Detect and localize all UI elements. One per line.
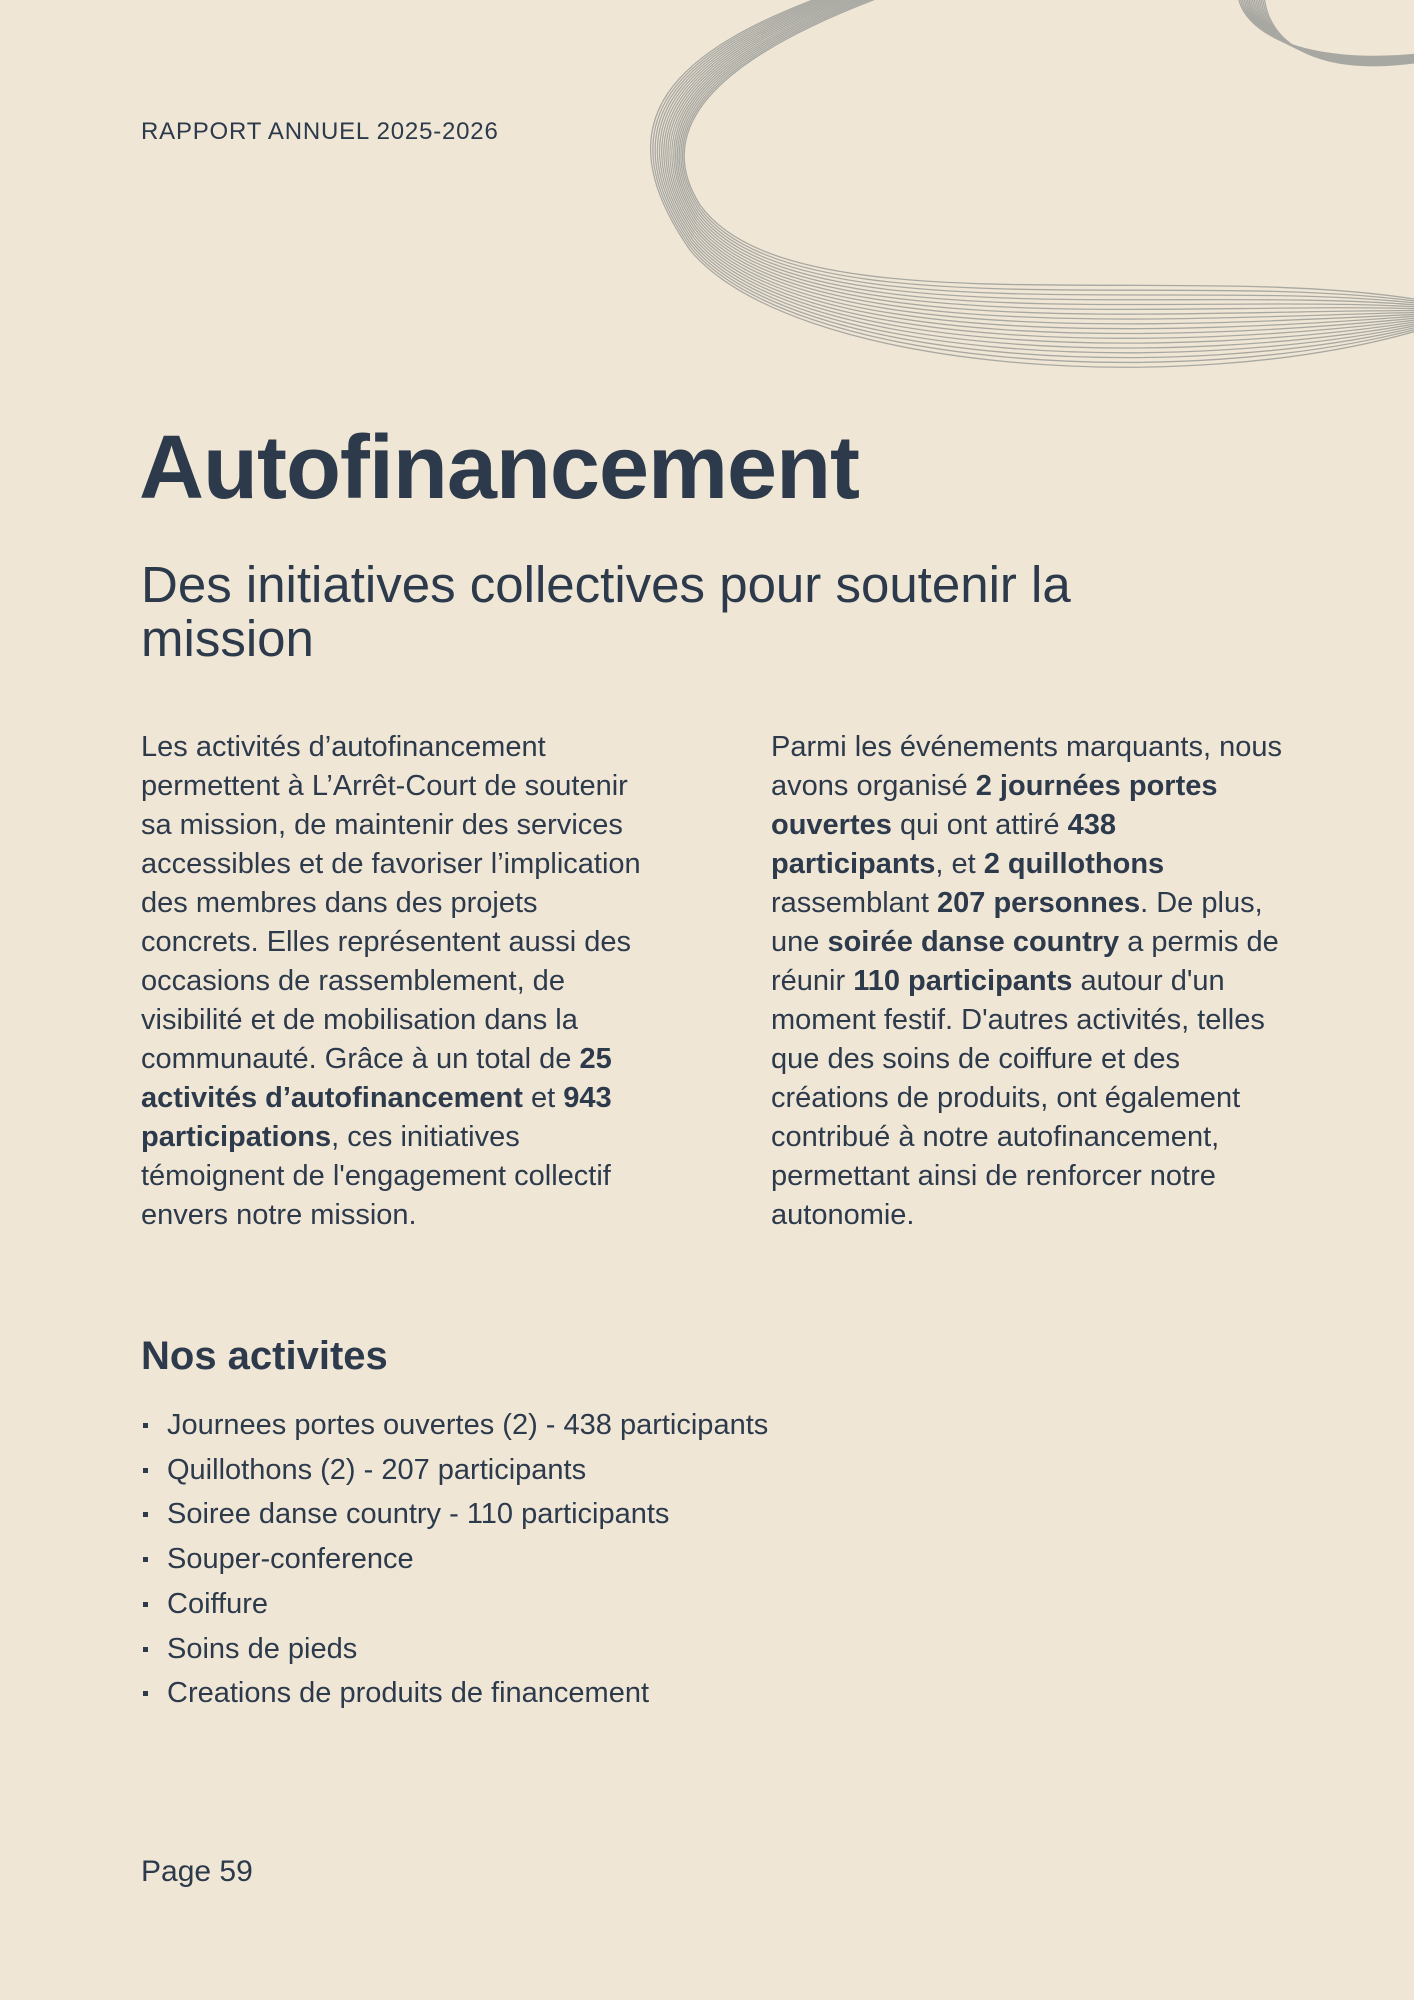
bullet-icon [143,1691,148,1696]
swirl-line [1241,0,1414,58]
activities-list [141,1403,768,1716]
activities-count-highlight: 25 activités d’autofinancement [141,1043,612,1114]
swirl-line [1250,0,1414,61]
activity-item: Creations de produits de financement [141,1671,768,1716]
swirl-line [1259,0,1414,64]
swirl-line [1243,0,1414,58]
swirl-line [657,0,1414,353]
page-subtitle: Des initiatives collectives pour soutenir la mission [141,556,1071,667]
bullet-icon [143,1557,148,1562]
swirl-line [664,0,1414,338]
quillothons-people-highlight: 207 personnes [937,887,1141,919]
swirl-line [662,0,1414,343]
swirl-line [1248,0,1414,60]
activities-heading: Nos activites [141,1334,388,1378]
swirl-line [681,0,1414,304]
open-house-participants-highlight: 438 participants [771,809,1116,880]
activity-item: Journees portes ouvertes (2) - 438 participants [141,1403,768,1448]
country-dance-participants-highlight: 110 participants [853,965,1073,997]
swirl-line [1245,0,1414,59]
quillothons-highlight: 2 quillothons [983,848,1165,880]
activity-item: Coiffure [141,1582,768,1627]
swirl-line [676,0,1414,309]
decorative-line-swirl [0,0,1414,420]
swirl-line [1238,0,1414,56]
swirl-line [653,0,1414,362]
activity-item: Souper-conference [141,1537,768,1582]
bullet-icon [143,1602,148,1607]
swirl-line [1254,0,1414,62]
swirl-line [1240,0,1414,57]
country-dance-highlight: soirée danse country [827,926,1120,958]
activity-item: Soins de pieds [141,1627,768,1672]
swirl-line [677,0,1414,307]
swirl-line [1255,0,1414,62]
activity-item: Quillothons (2) - 207 participants [141,1448,768,1493]
swirl-line [1261,0,1414,64]
swirl-line [668,0,1414,329]
bullet-icon [143,1512,148,1517]
participations-count-highlight: 943 participations [141,1082,612,1153]
swirl-line [683,0,1414,302]
activity-item: Soiree danse country - 110 participants [141,1492,768,1537]
swirl-line [666,0,1414,333]
swirl-line [674,0,1414,314]
swirl-line [1262,0,1414,65]
page-title: Autofinancement [139,418,860,518]
highlights-paragraph: Parmi les événements marquants, nous avons organisé 2 journées portes ouvertes qui ont attiré 438 participants, et 2 quillothons rassemblant 207 personnes. De plus, une soirée danse country a permis de réunir 110 participants autour d'un moment festif. D'autres activités, telles que des soins de coiffure et des créations de produits, ont également contribué à notre autofinancement, permettant ainsi de renforcer notre autonomie. [771,731,1282,1231]
page-number: Page 59 [141,1855,253,1888]
swirl-line [1264,0,1414,66]
swirl-line [1257,0,1414,63]
report-header-label: RAPPORT ANNUEL 2025-2026 [141,118,499,145]
swirl-line [651,0,1414,367]
bullet-icon [143,1647,148,1652]
swirl-line [1252,0,1414,61]
intro-paragraph: Les activités d’autofinancement permettent à L’Arrêt-Court de soutenir sa mission, de maintenir des services accessibles et de favoriser l’implication des membres dans des projets concrets. Elles représentent aussi des occasions de rassemblement, de visibilité et de mobilisation dans la communauté. Grâce à un total de 25 activités d’autofinancement et 943 participations, ces initiatives témoignent de l'engagement collectif envers notre mission. [141,731,641,1231]
open-house-highlight: 2 journées portes ouvertes [771,770,1218,841]
swirl-line [660,0,1414,348]
swirl-line [670,0,1414,324]
swirl-line [684,0,1414,300]
bullet-icon [143,1423,148,1428]
swirl-line [679,0,1414,305]
swirl-line [655,0,1414,358]
swirl-line [672,0,1414,319]
bullet-icon [143,1468,148,1473]
swirl-line [1247,0,1414,59]
